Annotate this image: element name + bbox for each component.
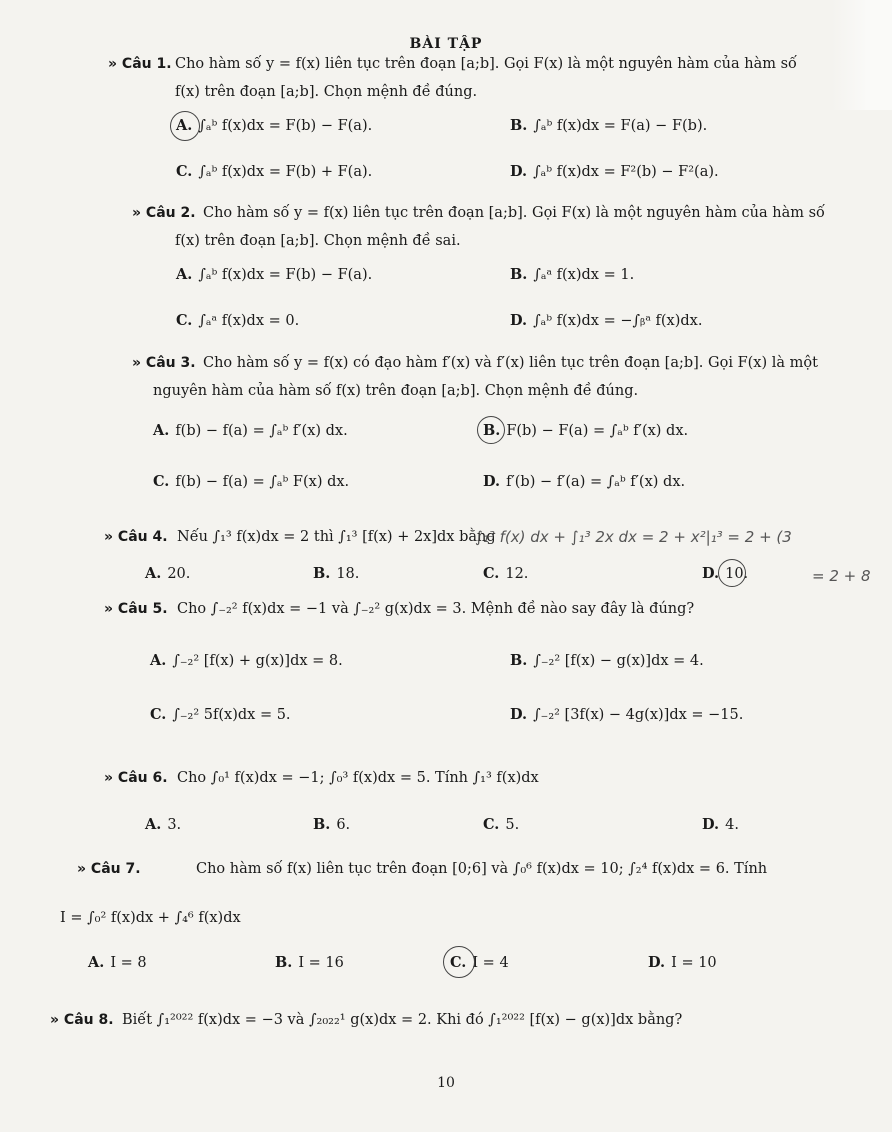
- option-text: ∫₋₂² [3f(x) − 4g(x)]dx = −15.: [533, 707, 744, 723]
- question-2-option-c[interactable]: [176, 312, 299, 329]
- question-1-label: » Câu 1.: [108, 56, 172, 72]
- option-letter: C.: [150, 706, 167, 723]
- question-4-text: Nếu ∫₁³ f(x)dx = 2 thì ∫₁³ [f(x) + 2x]dx bằng: [177, 529, 496, 545]
- option-letter: C.: [450, 954, 467, 971]
- question-7-option-d[interactable]: [648, 954, 717, 971]
- option-letter: D.: [510, 312, 528, 329]
- option-text: 18.: [336, 566, 360, 582]
- question-3-label: » Câu 3.: [132, 355, 196, 371]
- question-6-label: » Câu 6.: [104, 770, 168, 786]
- question-8-label: » Câu 8.: [50, 1012, 114, 1028]
- question-7-text: Cho hàm số f(x) liên tục trên đoạn [0;6] và ∫₀⁶ f(x)dx = 10; ∫₂⁴ f(x)dx = 6. Tính: [196, 861, 768, 877]
- question-4-option-c[interactable]: [483, 565, 528, 582]
- question-3-option-c[interactable]: [153, 473, 349, 490]
- option-text: ∫₋₂² [f(x) − g(x)]dx = 4.: [533, 653, 704, 669]
- question-7-option-b[interactable]: [275, 954, 344, 971]
- question-4-option-b[interactable]: [313, 565, 359, 582]
- question-1-text: Cho hàm số y = f(x) liên tục trên đoạn [a;b]. Gọi F(x) là một nguyên hàm của hàm số: [175, 56, 797, 72]
- question-2-option-b[interactable]: [510, 266, 634, 283]
- handwritten-note-2: = 2 + 8: [812, 567, 871, 585]
- option-letter: B.: [275, 954, 293, 971]
- question-1-option-b[interactable]: [510, 117, 707, 134]
- option-text: ∫ₐᵇ f(x)dx = F(b) − F(a).: [198, 267, 373, 283]
- question-7-label: » Câu 7.: [77, 861, 141, 877]
- page-title: BÀI TẬP: [409, 36, 483, 52]
- option-text: ∫ₐᵇ f(x)dx = F(b) − F(a).: [198, 118, 373, 134]
- option-letter: B.: [483, 422, 501, 439]
- question-2-label: » Câu 2.: [132, 205, 196, 221]
- option-letter: D.: [702, 565, 720, 582]
- question-6-option-c[interactable]: [483, 816, 519, 833]
- option-letter: C.: [176, 312, 193, 329]
- option-text: 3.: [167, 817, 182, 833]
- option-text: I = 10: [671, 955, 717, 971]
- question-5-option-a[interactable]: [150, 652, 343, 669]
- answer-circle-mark: [443, 946, 475, 978]
- question-6-option-a[interactable]: [145, 816, 181, 833]
- option-letter: D.: [702, 816, 720, 833]
- option-letter: B.: [510, 117, 528, 134]
- question-6-text: Cho ∫₀¹ f(x)dx = −1; ∫₀³ f(x)dx = 5. Tính ∫₁³ f(x)dx: [177, 770, 539, 786]
- option-text: I = 8: [110, 955, 147, 971]
- question-1-option-c[interactable]: [176, 163, 372, 180]
- question-5-option-d[interactable]: [510, 706, 743, 723]
- option-letter: D.: [510, 706, 528, 723]
- option-letter: B.: [313, 565, 331, 582]
- option-letter: B.: [510, 266, 528, 283]
- option-text: I = 16: [298, 955, 344, 971]
- option-text: ∫ₐᵃ f(x)dx = 0.: [198, 313, 300, 329]
- option-text: f(b) − f(a) = ∫ₐᵇ F(x) dx.: [175, 474, 350, 490]
- handwritten-note: ∫₁³ f(x) dx + ∫₁³ 2x dx = 2 + x²|₁³ = 2 + (3: [475, 528, 792, 546]
- question-1-text-2: f(x) trên đoạn [a;b]. Chọn mệnh đề đúng.: [175, 84, 478, 100]
- question-3-text-2: nguyên hàm của hàm số f(x) trên đoạn [a;b]. Chọn mệnh đề đúng.: [153, 383, 639, 399]
- question-5-text: Cho ∫₋₂² f(x)dx = −1 và ∫₋₂² g(x)dx = 3. Mệnh đề nào say đây là đúng?: [177, 601, 695, 617]
- option-text: 12.: [505, 566, 529, 582]
- option-text: ∫ₐᵇ f(x)dx = F(a) − F(b).: [533, 118, 708, 134]
- question-3-text: Cho hàm số y = f(x) có đạo hàm f′(x) và f′(x) liên tục trên đoạn [a;b]. Gọi F(x) là một: [203, 355, 818, 371]
- option-letter: D.: [648, 954, 666, 971]
- answer-circle-mark: [477, 416, 505, 444]
- page-corner-shadow: [832, 0, 892, 110]
- option-letter: A.: [88, 954, 105, 971]
- option-text: 10.: [725, 566, 749, 582]
- option-letter: A.: [176, 266, 193, 283]
- option-letter: C.: [483, 816, 500, 833]
- question-2-text-2: f(x) trên đoạn [a;b]. Chọn mệnh đề sai.: [175, 233, 461, 249]
- question-7-formula: I = ∫₀² f(x)dx + ∫₄⁶ f(x)dx: [60, 910, 241, 926]
- question-2-option-d[interactable]: [510, 312, 702, 329]
- option-letter: A.: [176, 117, 193, 134]
- option-text: ∫₋₂² 5f(x)dx = 5.: [172, 707, 291, 723]
- option-letter: C.: [153, 473, 170, 490]
- question-7-option-a[interactable]: [88, 954, 147, 971]
- option-letter: A.: [145, 565, 162, 582]
- question-4-option-a[interactable]: [145, 565, 190, 582]
- question-5-option-b[interactable]: [510, 652, 704, 669]
- option-text: 6.: [336, 817, 351, 833]
- question-6-option-d[interactable]: [702, 816, 739, 833]
- question-5-option-c[interactable]: [150, 706, 291, 723]
- question-3-option-d[interactable]: [483, 473, 685, 490]
- option-text: 5.: [505, 817, 520, 833]
- option-text: ∫ₐᵇ f(x)dx = F(b) + F(a).: [198, 164, 373, 180]
- question-5-label: » Câu 5.: [104, 601, 168, 617]
- answer-circle-mark: [170, 111, 200, 141]
- option-letter: A.: [145, 816, 162, 833]
- option-text: 20.: [167, 566, 191, 582]
- page-number: 10: [437, 1075, 455, 1091]
- option-letter: D.: [510, 163, 528, 180]
- question-4-label: » Câu 4.: [104, 529, 168, 545]
- option-letter: C.: [483, 565, 500, 582]
- option-letter: B.: [313, 816, 331, 833]
- option-text: 4.: [725, 817, 739, 833]
- option-text: f(b) − f(a) = ∫ₐᵇ f′(x) dx.: [175, 423, 348, 439]
- option-text: ∫ₐᵃ f(x)dx = 1.: [533, 267, 635, 283]
- option-text: ∫ₐᵇ f(x)dx = −∫ᵦᵃ f(x)dx.: [533, 313, 703, 329]
- question-1-option-a[interactable]: [176, 117, 372, 134]
- question-1-option-d[interactable]: [510, 163, 719, 180]
- answer-circle-mark: [718, 559, 749, 587]
- question-3-option-a[interactable]: [153, 422, 348, 439]
- option-text: f′(b) − f′(a) = ∫ₐᵇ f′(x) dx.: [506, 474, 686, 490]
- option-text: ∫₋₂² [f(x) + g(x)]dx = 8.: [172, 653, 343, 669]
- option-text: I = 4: [472, 955, 509, 971]
- option-letter: D.: [483, 473, 501, 490]
- question-6-option-b[interactable]: [313, 816, 350, 833]
- question-3-option-b[interactable]: [483, 422, 688, 439]
- question-2-text: Cho hàm số y = f(x) liên tục trên đoạn [a;b]. Gọi F(x) là một nguyên hàm của hàm số: [203, 205, 825, 221]
- option-letter: A.: [150, 652, 167, 669]
- option-letter: A.: [153, 422, 170, 439]
- question-8-text: Biết ∫₁²⁰²² f(x)dx = −3 và ∫₂₀₂₂¹ g(x)dx = 2. Khi đó ∫₁²⁰²² [f(x) − g(x)]dx bằng?: [122, 1012, 683, 1028]
- option-text: F(b) − F(a) = ∫ₐᵇ f′(x) dx.: [506, 423, 689, 439]
- option-letter: B.: [510, 652, 528, 669]
- question-2-option-a[interactable]: [176, 266, 372, 283]
- option-text: ∫ₐᵇ f(x)dx = F²(b) − F²(a).: [533, 164, 719, 180]
- option-letter: C.: [176, 163, 193, 180]
